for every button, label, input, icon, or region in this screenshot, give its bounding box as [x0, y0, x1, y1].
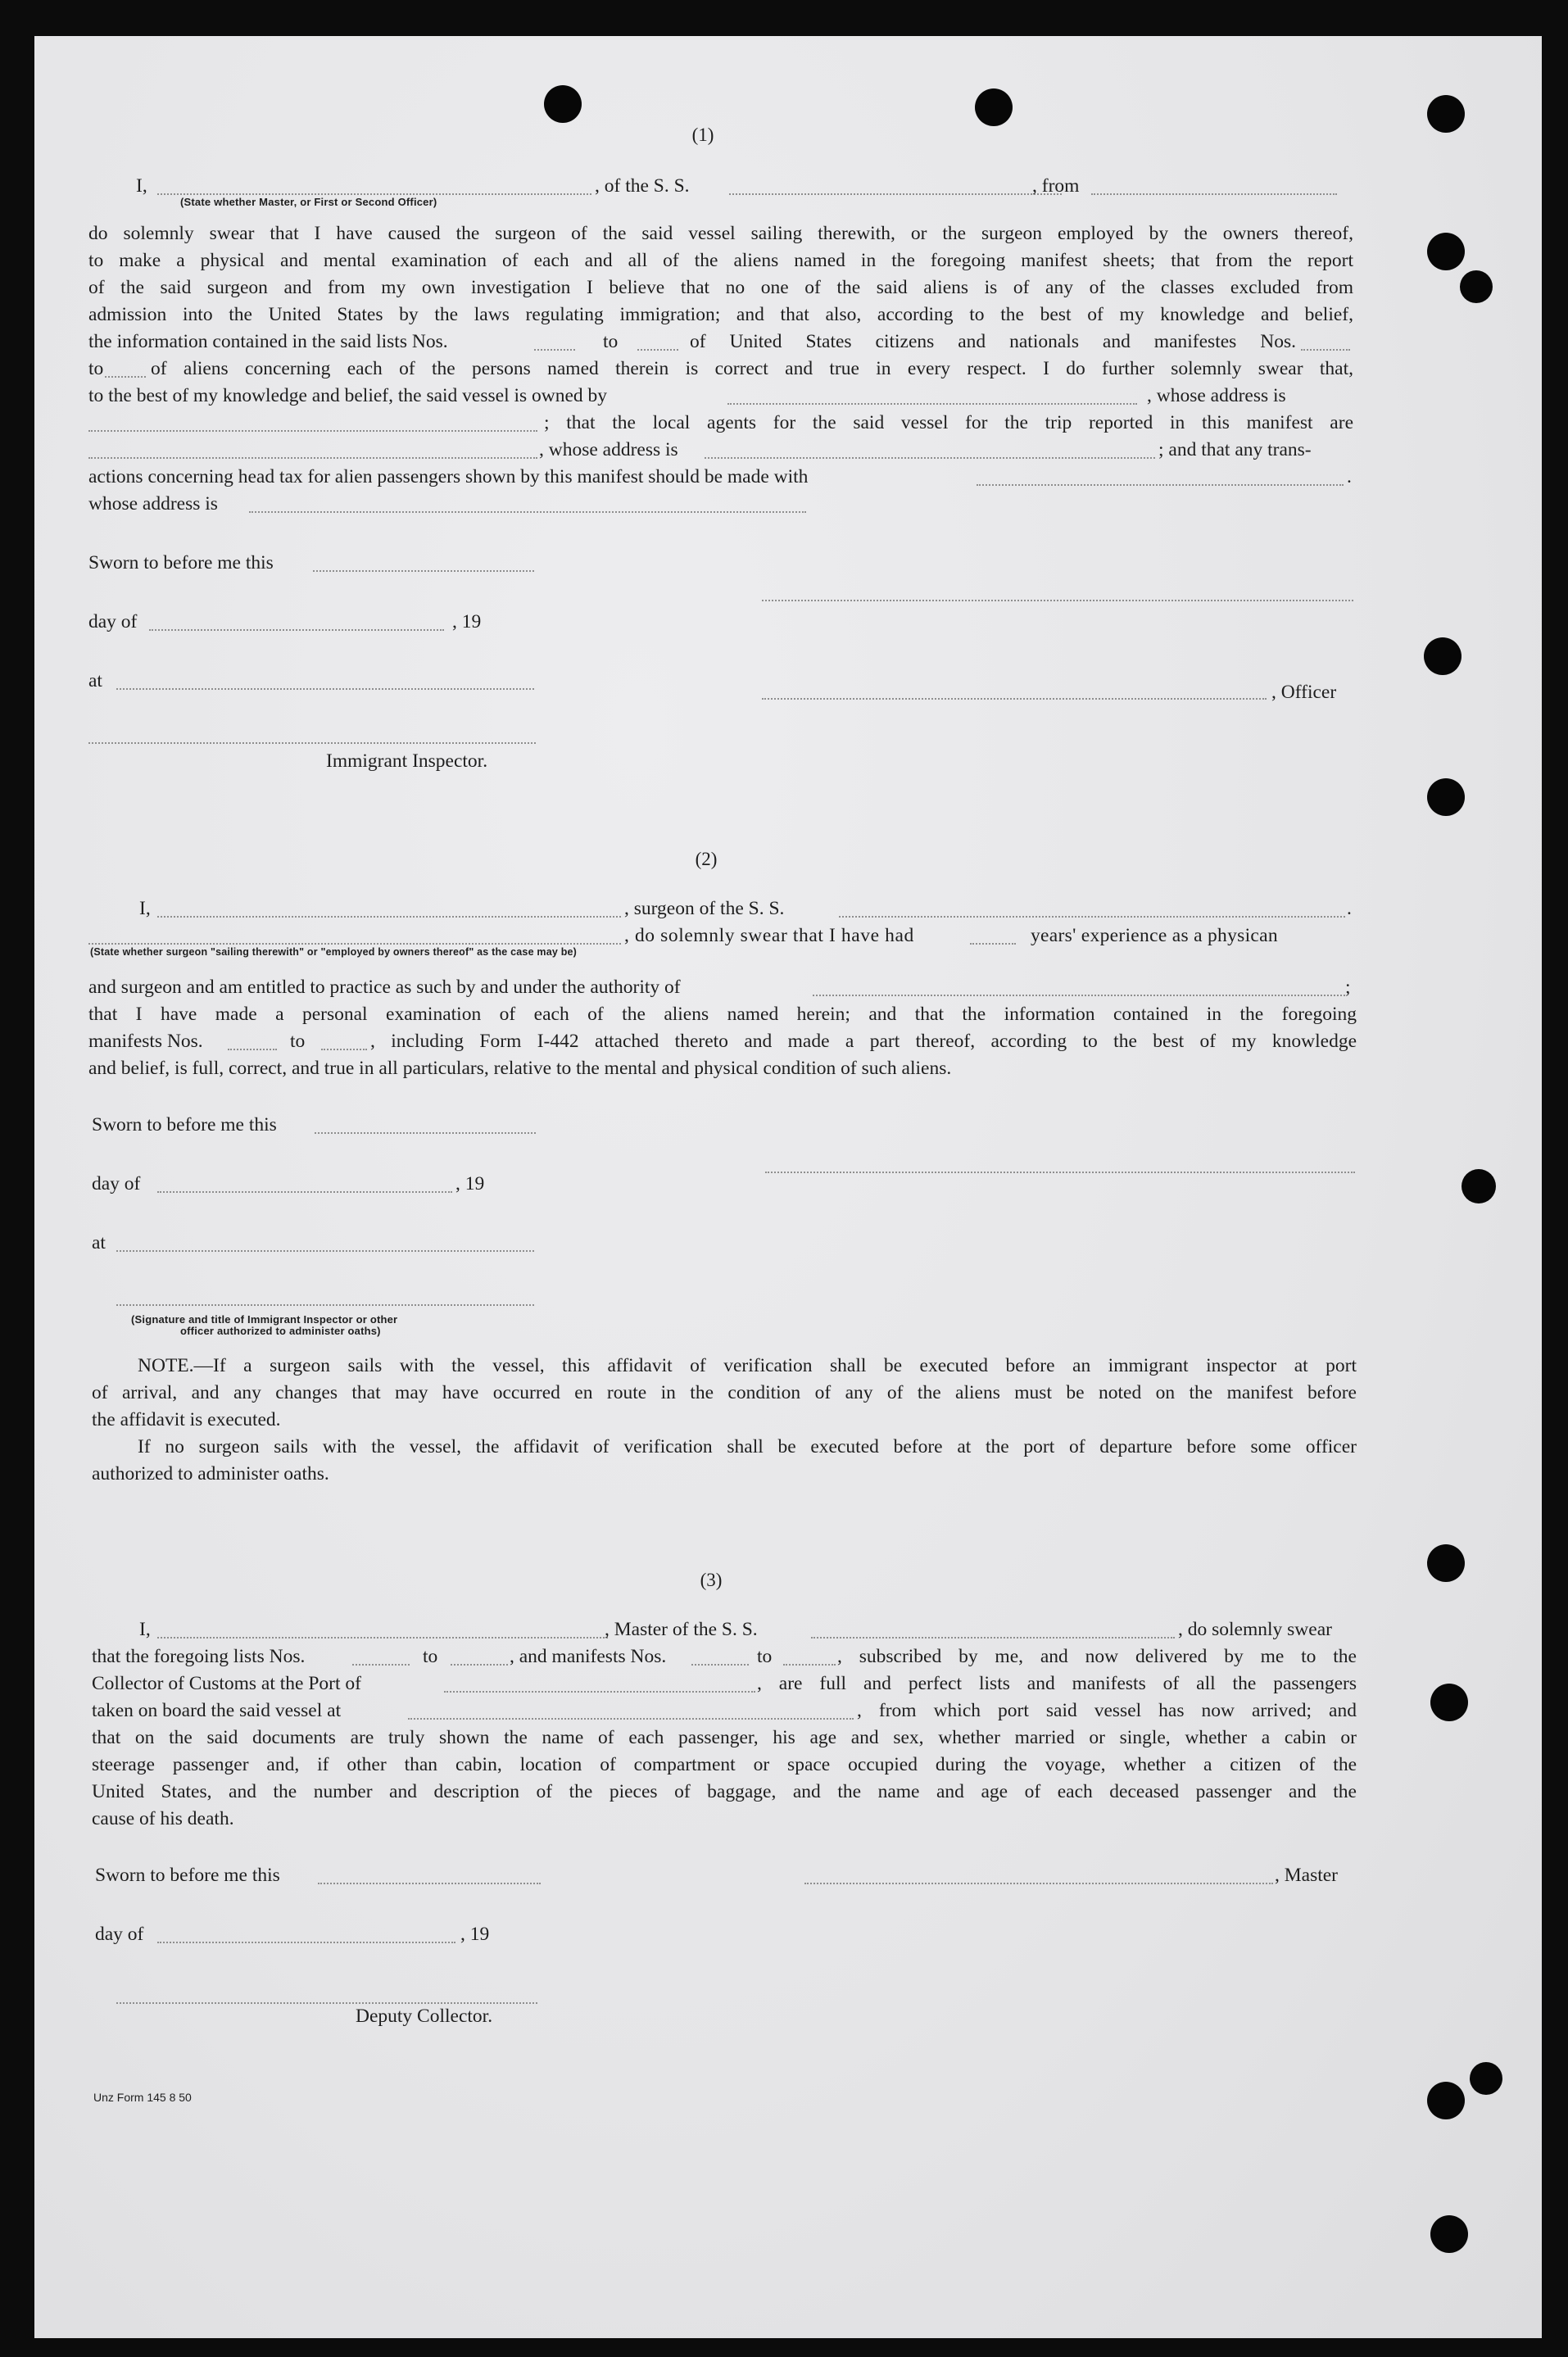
blank-line: [637, 349, 678, 351]
blank-line: [1091, 193, 1337, 195]
punch-hole: [1427, 1544, 1465, 1582]
blank-line: [149, 629, 444, 631]
blank-line: [1301, 349, 1350, 351]
blank-line: [116, 1250, 534, 1252]
note-text: the affidavit is executed.: [92, 1409, 281, 1430]
oath-text: to make a physical and mental examination of each and all of the aliens named in the foregoing manifest sheets; that from the report: [88, 250, 1353, 271]
note-text: of arrival, and any changes that may have occurred en route in the condition of any of the aliens must be noted on the manifest before: [92, 1382, 1357, 1403]
oath-text: manifests Nos.: [88, 1031, 203, 1052]
blank-line: [705, 457, 1155, 459]
punch-hole: [975, 88, 1013, 126]
oath-text: , do solemnly swear: [1178, 1619, 1332, 1640]
oath-text: , whose address is: [539, 439, 678, 460]
day-of-label: day of: [88, 611, 138, 632]
punch-hole: [1462, 1169, 1496, 1203]
year-label: , 19: [460, 1924, 490, 1945]
punch-hole: [1430, 2215, 1468, 2253]
note-text: NOTE.—If a surgeon sails with the vessel, this affidavit of verification shall be executed before an immigrant inspector at port: [138, 1355, 1357, 1376]
oath-text: admission into the United States by the laws regulating immigration; and that also, according to the best of my knowledge and belief,: [88, 304, 1353, 325]
form-page: [34, 36, 1542, 2338]
blank-line: [977, 484, 1344, 486]
punch-hole: [1427, 2082, 1465, 2119]
blank-line: [105, 376, 146, 378]
oath-text: of aliens concerning each of the persons named therein is correct and true in every respect. I do further solemnly swear that,: [151, 358, 1353, 379]
punch-hole: [1427, 778, 1465, 816]
blank-line: [157, 1637, 608, 1639]
blank-line: [352, 1664, 410, 1666]
oath-text: .: [1347, 898, 1352, 919]
oath-text: whose address is: [88, 493, 218, 514]
oath-text: and surgeon and am entitled to practice as such by and under the authority of: [88, 977, 681, 998]
blank-line: [249, 511, 806, 513]
of-ss-label: , of the S. S.: [595, 175, 690, 197]
at-label: at: [92, 1232, 106, 1253]
blank-line: [88, 742, 536, 744]
oath-text: to: [603, 331, 619, 352]
blank-line: [157, 1942, 455, 1943]
master-of-label: , Master of the S. S.: [605, 1619, 758, 1640]
blank-line: [451, 1664, 508, 1666]
blank-line: [691, 1664, 749, 1666]
field-note: (State whether surgeon "sailing therewith" or "employed by owners thereof" as the case may be): [90, 946, 578, 958]
blank-line: [970, 943, 1016, 945]
blank-line: [444, 1691, 755, 1693]
oath-text: that the foregoing lists Nos.: [92, 1646, 306, 1667]
signature-note: (Signature and title of Immigrant Inspector or other: [131, 1313, 398, 1326]
inspector-label: Immigrant Inspector.: [326, 750, 488, 772]
oath-text: that on the said documents are truly shown the name of each passenger, his age and sex, whether married or single, whether a cabin or: [92, 1727, 1357, 1748]
punch-hole: [1427, 95, 1465, 133]
blank-line: [318, 1883, 541, 1884]
blank-line: [321, 1049, 367, 1050]
blank-line: [228, 1049, 277, 1050]
oath-text: taken on board the said vessel at: [92, 1700, 342, 1721]
oath-text: that I have made a personal examination of each of the aliens named herein; and that the information contained in the foregoing: [88, 1004, 1357, 1025]
signature-note: officer authorized to administer oaths): [180, 1325, 381, 1337]
oath-text: actions concerning head tax for alien passengers shown by this manifest should be made with: [88, 466, 809, 487]
blank-line: [783, 1664, 836, 1666]
oath-text: years' experience as a physican: [1031, 925, 1278, 946]
from-label: , from: [1032, 175, 1080, 197]
sworn-label: Sworn to before me this: [92, 1114, 277, 1135]
oath-text: to: [88, 358, 104, 379]
oath-text: , and manifests Nos.: [510, 1646, 667, 1667]
officer-label: , Officer: [1271, 682, 1337, 703]
day-of-label: day of: [95, 1924, 144, 1945]
blank-line: [313, 570, 534, 572]
oath-text: , from which port said vessel has now arrived; and: [857, 1700, 1357, 1721]
signature-line: [762, 600, 1353, 601]
blank-line: [157, 1191, 452, 1193]
punch-hole: [1430, 1684, 1468, 1721]
oath-text: , do solemnly swear that I have had: [624, 925, 914, 946]
form-number: Unz Form 145 8 50: [93, 2091, 192, 2104]
oath-text: Collector of Customs at the Port of: [92, 1673, 361, 1694]
oath-text: steerage passenger and, if other than cabin, location of compartment or space occupied during the voyage, whether a citizen of the: [92, 1754, 1357, 1775]
signature-line: [804, 1883, 1273, 1884]
section-number: (1): [691, 125, 714, 145]
master-label: , Master: [1275, 1865, 1339, 1886]
blank-line: [729, 193, 1062, 195]
oath-text: to: [290, 1031, 306, 1052]
punch-hole: [1424, 637, 1462, 675]
blank-line: [839, 916, 1345, 918]
affiant-label: I,: [139, 1619, 151, 1640]
blank-line: [315, 1132, 536, 1134]
signature-line: [762, 698, 1267, 700]
blank-line: [813, 995, 1345, 996]
oath-text: of the said surgeon and from my own investigation I believe that no one of the said aliens is of any of the classes excluded from: [88, 277, 1353, 298]
oath-text: to the best of my knowledge and belief, the said vessel is owned by: [88, 385, 608, 406]
blank-line: [727, 403, 1137, 405]
signature-line: [116, 2002, 537, 2004]
sworn-label: Sworn to before me this: [95, 1865, 280, 1886]
year-label: , 19: [452, 611, 482, 632]
note-text: If no surgeon sails with the vessel, the affidavit of verification shall be executed before at the port of departure before some officer: [138, 1436, 1357, 1457]
punch-hole: [1470, 2062, 1502, 2095]
oath-text: the information contained in the said lists Nos.: [88, 331, 448, 352]
signature-line: [116, 1304, 534, 1306]
blank-line: [157, 916, 621, 918]
oath-text: United States, and the number and description of the pieces of baggage, and the name and age of each deceased passenger and the: [92, 1781, 1357, 1802]
blank-line: [408, 1718, 854, 1720]
sworn-label: Sworn to before me this: [88, 552, 274, 573]
punch-hole: [1427, 233, 1465, 270]
oath-text: , subscribed by me, and now delivered by me to the: [837, 1646, 1357, 1667]
punch-hole: [1460, 270, 1493, 303]
surgeon-label: , surgeon of the S. S.: [624, 898, 785, 919]
field-note: (State whether Master, or First or Second Officer): [180, 196, 437, 208]
section-number: (2): [695, 849, 718, 869]
deputy-label: Deputy Collector.: [356, 2006, 493, 2027]
signature-line: [765, 1172, 1355, 1173]
oath-text: do solemnly swear that I have caused the surgeon of the said vessel sailing therewith, or the surgeon employed by the owners thereof,: [88, 223, 1353, 244]
affiant-label: I,: [139, 898, 151, 919]
at-label: at: [88, 670, 102, 691]
oath-text: ; and that any trans-: [1158, 439, 1312, 460]
year-label: , 19: [455, 1173, 485, 1194]
day-of-label: day of: [92, 1173, 141, 1194]
oath-text: to: [757, 1646, 773, 1667]
oath-text: ;: [1345, 977, 1351, 998]
oath-text: to: [423, 1646, 438, 1667]
blank-line: [534, 349, 575, 351]
blank-line: [88, 943, 621, 945]
oath-text: , whose address is: [1147, 385, 1286, 406]
oath-text: cause of his death.: [92, 1808, 234, 1829]
blank-line: [811, 1637, 1175, 1639]
section-number: (3): [700, 1570, 723, 1590]
oath-text: of United States citizens and nationals and manifestes Nos.: [690, 331, 1296, 352]
oath-text: , are full and perfect lists and manifests of all the passengers: [757, 1673, 1357, 1694]
blank-line: [157, 193, 591, 195]
blank-line: [116, 688, 534, 690]
oath-text: and belief, is full, correct, and true in all particulars, relative to the mental and physical condition of such aliens.: [88, 1058, 952, 1079]
blank-line: [88, 430, 537, 432]
oath-text: .: [1347, 466, 1352, 487]
punch-hole: [544, 85, 582, 123]
note-text: authorized to administer oaths.: [92, 1463, 329, 1484]
oath-text: ; that the local agents for the said vessel for the trip reported in this manifest are: [544, 412, 1353, 433]
affiant-label: I,: [136, 175, 147, 197]
oath-text: , including Form I-442 attached thereto and made a part thereof, according to the best of my knowledge: [370, 1031, 1357, 1052]
blank-line: [88, 457, 537, 459]
